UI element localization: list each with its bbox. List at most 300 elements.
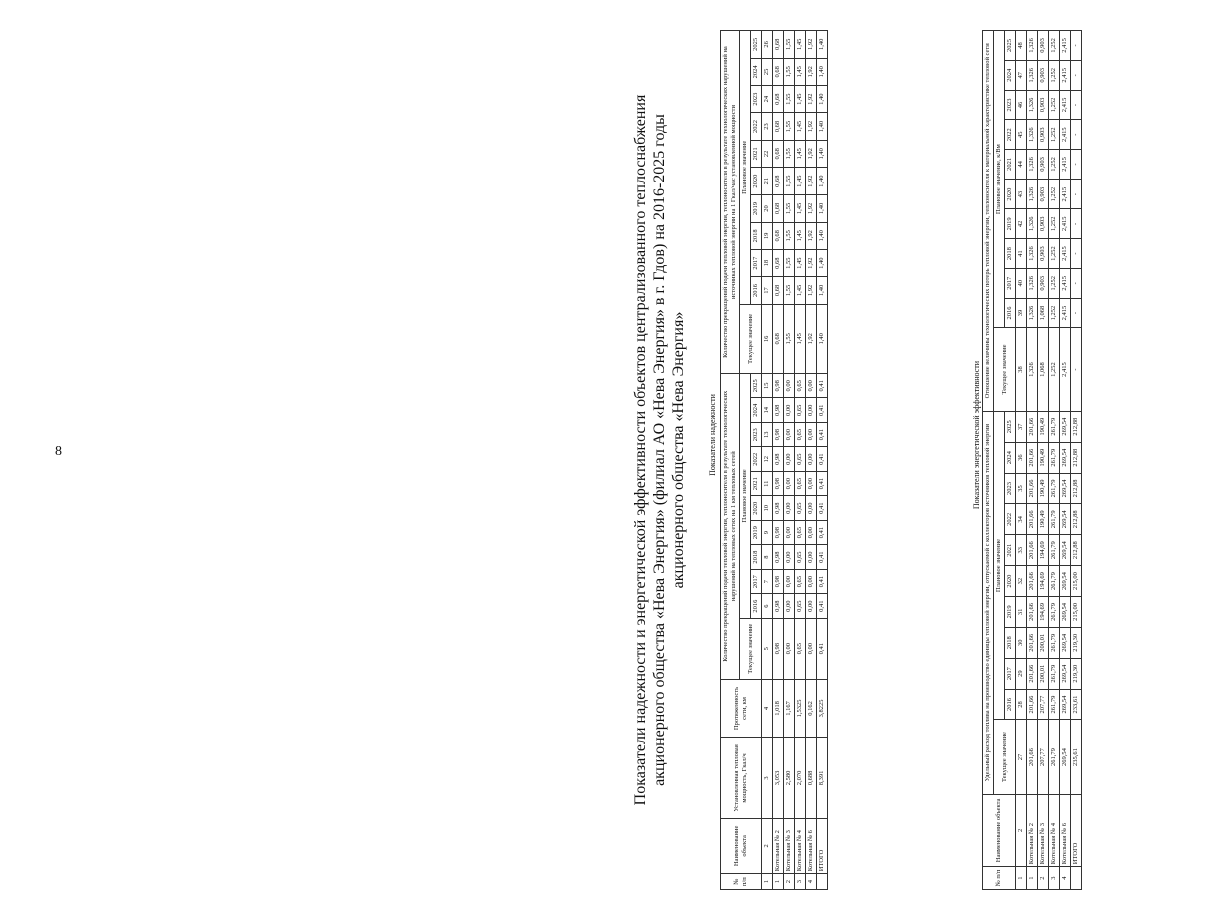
row-value-source: 1,40 — [817, 113, 828, 140]
column-number: 28 — [1016, 689, 1027, 720]
row-value: 0,00 — [806, 398, 817, 422]
row-value-source: 1,40 — [817, 249, 828, 276]
row-number — [817, 874, 828, 890]
column-number: 46 — [1016, 90, 1027, 120]
row-value-losses: 0,903 — [1038, 239, 1049, 269]
column-number: 37 — [1016, 411, 1027, 442]
header-row — [994, 31, 1005, 890]
row-value-source: 1,55 — [784, 195, 795, 222]
row-value: 215,00 — [1071, 566, 1082, 597]
row-value: 269,54 — [1060, 566, 1071, 597]
row-value-losses: - — [1071, 150, 1082, 180]
row-name: ИТОГО — [817, 818, 828, 874]
row-number: 4 — [1060, 867, 1071, 890]
row-value: 0,98 — [773, 545, 784, 569]
row-value: 0,98 — [773, 447, 784, 471]
row-value: 194,69 — [1038, 535, 1049, 566]
row-value-losses: 1,326 — [1027, 60, 1038, 90]
row-value: 0,00 — [784, 569, 795, 593]
column-number: 43 — [1016, 179, 1027, 209]
row-name: Котельная № 4 — [1049, 794, 1060, 867]
year-header: 2020 — [1005, 566, 1016, 597]
row-value: 0,00 — [784, 422, 795, 446]
row-value-losses: - — [1071, 268, 1082, 298]
row-number — [1071, 867, 1082, 890]
row-length: 3,8225 — [817, 679, 828, 738]
row-value-source: 1,45 — [795, 31, 806, 59]
row-value: 0,00 — [784, 374, 795, 399]
row-value: 261,79 — [1049, 411, 1060, 442]
section-title-efficiency: Показатели энергетической эффективности — [972, 360, 981, 510]
row-value: 190,49 — [1038, 411, 1049, 442]
row-value-losses: 2,415 — [1060, 60, 1071, 90]
header-plan: Плановое значение — [740, 374, 751, 619]
row-value-losses: - — [1071, 31, 1082, 61]
row-current: 207,77 — [1038, 720, 1049, 794]
header-plan: Плановое значение — [994, 411, 1005, 720]
year-header: 2019 — [1005, 209, 1016, 239]
row-value-source: 1,55 — [784, 277, 795, 304]
header-group-losses: Отношение величины технологических потерь тепловой энергии, теплоносителя к материальной характеристике тепловой сети — [983, 31, 994, 412]
efficiency-table — [982, 30, 1082, 890]
column-number: 17 — [762, 277, 773, 304]
row-value: 0,65 — [795, 594, 806, 618]
row-power: 8,391 — [817, 738, 828, 818]
row-value: 0,00 — [806, 374, 817, 399]
table-row — [817, 31, 828, 890]
year-header: 2023 — [1005, 90, 1016, 120]
row-value: 0,65 — [795, 520, 806, 544]
header-group-network: Количество прекращений подачи тепловой энергии, теплоносителя в результате технологических нарушений на тепловых сетях на 1 км тепловых сетей — [721, 374, 740, 680]
row-value: 190,49 — [1038, 504, 1049, 535]
column-number: 39 — [1016, 298, 1027, 328]
row-value-losses: 1,252 — [1049, 60, 1060, 90]
row-value-losses: 2,415 — [1060, 298, 1071, 328]
row-value-source: 1,92 — [806, 167, 817, 194]
row-value: 200,01 — [1038, 658, 1049, 689]
year-header: 2022 — [1005, 504, 1016, 535]
row-value: 215,00 — [1071, 596, 1082, 627]
row-value-source: 1,92 — [806, 58, 817, 85]
row-value-source: 0,68 — [773, 86, 784, 113]
year-header: 2016 — [1005, 689, 1016, 720]
year-header: 2023 — [1005, 473, 1016, 504]
header-group-source: Количество прекращений подачи тепловой энергии, теплоносителя в результате технологических нарушений на источниках тепловой энергии на 1 Гкал/час установленной мощности — [721, 31, 740, 374]
row-value-source: 1,92 — [806, 140, 817, 167]
row-value-losses: 1,326 — [1027, 298, 1038, 328]
row-current: 261,79 — [1049, 720, 1060, 794]
row-value-losses: 0,903 — [1038, 31, 1049, 61]
column-number: 13 — [762, 422, 773, 446]
row-value-losses: 2,415 — [1060, 120, 1071, 150]
row-value: 0,98 — [773, 471, 784, 495]
year-header: 2023 — [751, 86, 762, 113]
row-value: 201,66 — [1027, 627, 1038, 658]
column-number: 1 — [1016, 867, 1027, 890]
row-value: 0,41 — [817, 520, 828, 544]
row-value: 0,65 — [795, 447, 806, 471]
column-number: 47 — [1016, 60, 1027, 90]
column-number: 30 — [1016, 627, 1027, 658]
year-header: 2018 — [1005, 239, 1016, 269]
row-current-source: 0,68 — [773, 304, 784, 373]
column-number: 20 — [762, 195, 773, 222]
column-numbers-row — [1016, 31, 1027, 890]
header-length: Протяженность сети, км — [721, 679, 762, 738]
row-value: 269,54 — [1060, 658, 1071, 689]
year-header: 2025 — [751, 374, 762, 399]
row-value-losses: 0,903 — [1038, 60, 1049, 90]
row-value-source: 1,45 — [795, 140, 806, 167]
table-row — [806, 31, 817, 890]
row-value-source: 1,45 — [795, 195, 806, 222]
row-value: 0,41 — [817, 569, 828, 593]
row-value: 0,00 — [806, 569, 817, 593]
row-value: 212,88 — [1071, 442, 1082, 473]
row-value-source: 1,92 — [806, 249, 817, 276]
row-value-source: 1,40 — [817, 58, 828, 85]
row-value: 201,66 — [1027, 504, 1038, 535]
row-value-source: 0,68 — [773, 31, 784, 59]
year-header: 2021 — [1005, 535, 1016, 566]
column-number: 38 — [1016, 328, 1027, 411]
row-value-losses: 1,326 — [1027, 179, 1038, 209]
row-value-losses: - — [1071, 239, 1082, 269]
year-header: 2023 — [751, 422, 762, 446]
row-power: 2,580 — [784, 738, 795, 818]
column-number: 9 — [762, 520, 773, 544]
column-number: 11 — [762, 471, 773, 495]
row-number: 1 — [1027, 867, 1038, 890]
row-value: 194,69 — [1038, 596, 1049, 627]
column-number: 3 — [762, 738, 773, 818]
row-value-source: 1,55 — [784, 140, 795, 167]
row-value-source: 1,55 — [784, 58, 795, 85]
row-value: 261,79 — [1049, 442, 1060, 473]
row-value-source: 1,40 — [817, 222, 828, 249]
year-header: 2018 — [1005, 627, 1016, 658]
row-value: 0,41 — [817, 447, 828, 471]
row-value: 201,66 — [1027, 596, 1038, 627]
table-row — [784, 31, 795, 890]
row-value-losses: 1,252 — [1049, 150, 1060, 180]
row-name: Котельная № 2 — [1027, 794, 1038, 867]
row-value-losses: 1,326 — [1027, 209, 1038, 239]
row-value-source: 1,92 — [806, 113, 817, 140]
row-number: 4 — [806, 874, 817, 890]
row-value: 269,54 — [1060, 689, 1071, 720]
row-value-source: 1,45 — [795, 277, 806, 304]
row-value: 0,00 — [784, 398, 795, 422]
row-value: 0,65 — [795, 398, 806, 422]
year-header: 2020 — [751, 496, 762, 520]
column-number: 7 — [762, 569, 773, 593]
row-value: 0,00 — [784, 520, 795, 544]
row-current-losses: 2,415 — [1060, 328, 1071, 411]
row-name: Котельная № 3 — [784, 818, 795, 874]
column-number: 41 — [1016, 239, 1027, 269]
row-value: 0,98 — [773, 520, 784, 544]
row-value: 269,54 — [1060, 535, 1071, 566]
row-value: 201,66 — [1027, 658, 1038, 689]
row-value-losses: 2,415 — [1060, 179, 1071, 209]
year-header: 2021 — [1005, 150, 1016, 180]
row-value-losses: 1,068 — [1038, 298, 1049, 328]
column-number: 29 — [1016, 658, 1027, 689]
row-value-source: 1,55 — [784, 167, 795, 194]
row-value-source: 0,68 — [773, 195, 784, 222]
column-number: 4 — [762, 679, 773, 738]
row-number: 3 — [795, 874, 806, 890]
row-number: 2 — [1038, 867, 1049, 890]
row-current-losses: 1,326 — [1027, 328, 1038, 411]
document-title-line-2: акционерного общества «Нева Энергия» (филиал АО «Нева Энергия» в г. Гдов) на 2016-2025 годы — [651, 114, 668, 786]
row-value: 0,00 — [806, 594, 817, 618]
row-value: 261,79 — [1049, 627, 1060, 658]
row-current: 235,61 — [1071, 720, 1082, 794]
row-value: 261,79 — [1049, 689, 1060, 720]
row-length: 1,167 — [784, 679, 795, 738]
row-value: 0,00 — [784, 545, 795, 569]
row-value: 269,54 — [1060, 504, 1071, 535]
document-title-line-1: Показатели надежности и энергетической эффективности объектов централизованного теплоснабжения — [632, 94, 649, 806]
row-value: 0,65 — [795, 545, 806, 569]
row-value: 201,66 — [1027, 442, 1038, 473]
row-value: 0,41 — [817, 594, 828, 618]
column-number: 42 — [1016, 209, 1027, 239]
column-number: 31 — [1016, 596, 1027, 627]
row-value: 269,54 — [1060, 596, 1071, 627]
row-number: 3 — [1049, 867, 1060, 890]
row-value: 0,65 — [795, 374, 806, 399]
column-number: 19 — [762, 222, 773, 249]
row-value-losses: 2,415 — [1060, 150, 1071, 180]
row-name: Котельная № 6 — [1060, 794, 1071, 867]
row-power: 0,688 — [806, 738, 817, 818]
row-current: 201,66 — [1027, 720, 1038, 794]
row-value: 201,66 — [1027, 535, 1038, 566]
row-value: 0,00 — [806, 520, 817, 544]
row-name: Котельная № 3 — [1038, 794, 1049, 867]
row-current-source: 1,45 — [795, 304, 806, 373]
row-value: 261,79 — [1049, 473, 1060, 504]
column-number: 2 — [762, 818, 773, 874]
row-value-losses: 0,903 — [1038, 90, 1049, 120]
row-value-losses: 0,903 — [1038, 209, 1049, 239]
row-value: 269,54 — [1060, 473, 1071, 504]
column-number: 18 — [762, 249, 773, 276]
header-current: Текущее значение — [740, 304, 762, 373]
column-number: 26 — [762, 31, 773, 59]
year-header: 2025 — [1005, 411, 1016, 442]
column-number: 5 — [762, 618, 773, 679]
year-header: 2024 — [1005, 60, 1016, 90]
column-number: 36 — [1016, 442, 1027, 473]
row-value: 0,98 — [773, 374, 784, 399]
column-number: 15 — [762, 374, 773, 399]
row-value: 0,00 — [784, 496, 795, 520]
row-value-losses: 1,252 — [1049, 268, 1060, 298]
row-value: 0,41 — [817, 496, 828, 520]
column-number: 2 — [1016, 794, 1027, 867]
row-value: 219,30 — [1071, 658, 1082, 689]
row-name: Котельная № 2 — [773, 818, 784, 874]
year-header: 2024 — [751, 398, 762, 422]
year-header: 2022 — [751, 447, 762, 471]
column-number: 35 — [1016, 473, 1027, 504]
header-row — [983, 31, 994, 890]
row-value: 0,98 — [773, 422, 784, 446]
column-number: 48 — [1016, 31, 1027, 61]
year-header: 2017 — [751, 249, 762, 276]
year-header: 2018 — [751, 222, 762, 249]
row-value-source: 0,68 — [773, 58, 784, 85]
year-header: 2019 — [751, 195, 762, 222]
header-current: Текущее значение — [740, 618, 762, 679]
year-header: 2020 — [1005, 179, 1016, 209]
column-number: 27 — [1016, 720, 1027, 794]
row-value: 0,00 — [806, 496, 817, 520]
column-number: 21 — [762, 167, 773, 194]
row-value-losses: 1,326 — [1027, 31, 1038, 61]
column-numbers-row — [762, 31, 773, 890]
column-number: 44 — [1016, 150, 1027, 180]
row-value-losses: 1,326 — [1027, 268, 1038, 298]
row-value: 0,00 — [806, 447, 817, 471]
row-value-source: 1,45 — [795, 58, 806, 85]
row-value-source: 0,68 — [773, 167, 784, 194]
table-row — [1060, 31, 1071, 890]
column-number: 1 — [762, 874, 773, 890]
column-number: 40 — [1016, 268, 1027, 298]
rotated-page — [620, 0, 1220, 905]
row-value: 219,30 — [1071, 627, 1082, 658]
row-length: 1,018 — [773, 679, 784, 738]
column-number: 34 — [1016, 504, 1027, 535]
header-num: № п/п — [983, 867, 1016, 890]
row-value: 261,79 — [1049, 535, 1060, 566]
row-value-losses: 2,415 — [1060, 31, 1071, 61]
row-value-source: 1,92 — [806, 86, 817, 113]
row-number: 2 — [784, 874, 795, 890]
row-value-source: 1,45 — [795, 222, 806, 249]
row-value: 261,79 — [1049, 566, 1060, 597]
year-header: 2017 — [751, 569, 762, 593]
year-header: 2019 — [751, 520, 762, 544]
row-value-source: 0,68 — [773, 140, 784, 167]
row-value-losses: 1,326 — [1027, 90, 1038, 120]
row-current: 269,54 — [1060, 720, 1071, 794]
header-num: № п/п — [721, 874, 762, 890]
year-header: 2018 — [751, 545, 762, 569]
row-value: 0,98 — [773, 594, 784, 618]
row-value-losses: - — [1071, 90, 1082, 120]
row-value-source: 1,40 — [817, 31, 828, 59]
table-row — [795, 31, 806, 890]
year-header: 2019 — [1005, 596, 1016, 627]
row-current-source: 1,92 — [806, 304, 817, 373]
row-value: 269,54 — [1060, 442, 1071, 473]
year-header: 2022 — [751, 113, 762, 140]
header-current: Текущее значение — [994, 720, 1016, 794]
row-value: 212,88 — [1071, 504, 1082, 535]
row-value: 0,00 — [806, 545, 817, 569]
table-row — [773, 31, 784, 890]
row-value-losses: 0,903 — [1038, 150, 1049, 180]
row-power: 3,053 — [773, 738, 784, 818]
header-current: Текущее значение — [994, 328, 1016, 411]
row-value-losses: 1,252 — [1049, 90, 1060, 120]
row-value: 194,69 — [1038, 566, 1049, 597]
row-current-losses: 1,068 — [1038, 328, 1049, 411]
year-header: 2024 — [1005, 442, 1016, 473]
row-value-losses: 2,415 — [1060, 90, 1071, 120]
row-value: 0,00 — [806, 422, 817, 446]
year-header: 2016 — [751, 594, 762, 618]
column-number: 24 — [762, 86, 773, 113]
row-value: 0,41 — [817, 374, 828, 399]
row-current-source: 1,40 — [817, 304, 828, 373]
row-name: Котельная № 6 — [806, 818, 817, 874]
row-value: 269,54 — [1060, 411, 1071, 442]
row-value: 269,54 — [1060, 627, 1071, 658]
row-value: 200,01 — [1038, 627, 1049, 658]
row-value: 261,79 — [1049, 596, 1060, 627]
row-value-losses: 0,903 — [1038, 120, 1049, 150]
row-current: 0,41 — [817, 618, 828, 679]
row-value-losses: 1,252 — [1049, 120, 1060, 150]
row-value: 233,61 — [1071, 689, 1082, 720]
row-value: 0,00 — [784, 447, 795, 471]
header-group-fuel: Удельный расход топлива на производство единицы тепловой энергии, отпускаемой с коллекторов источников тепловой энергии — [983, 411, 994, 794]
row-value-losses: 1,252 — [1049, 298, 1060, 328]
row-value: 201,66 — [1027, 473, 1038, 504]
row-value: 0,65 — [795, 422, 806, 446]
row-value-source: 1,40 — [817, 140, 828, 167]
row-value-source: 0,68 — [773, 113, 784, 140]
row-length: 1,5325 — [795, 679, 806, 738]
year-header: 2021 — [751, 140, 762, 167]
header-plan-unit: Плановое значение, к/Вм — [994, 31, 1005, 328]
row-value-losses: - — [1071, 120, 1082, 150]
document-title-line-3: акционерного общества «Нева Энергия» — [670, 311, 687, 589]
row-value-source: 1,40 — [817, 86, 828, 113]
header-row — [721, 31, 740, 890]
row-power: 2,070 — [795, 738, 806, 818]
row-value: 0,00 — [784, 594, 795, 618]
header-plan: Плановое значение — [740, 31, 751, 305]
row-value-losses: 2,415 — [1060, 209, 1071, 239]
row-value: 0,00 — [784, 471, 795, 495]
row-value-source: 1,92 — [806, 195, 817, 222]
column-number: 23 — [762, 113, 773, 140]
year-header: 2016 — [1005, 298, 1016, 328]
row-current-losses: - — [1071, 328, 1082, 411]
year-header: 2024 — [751, 58, 762, 85]
row-value-losses: 2,415 — [1060, 239, 1071, 269]
row-value-source: 0,68 — [773, 277, 784, 304]
row-value-losses: 1,252 — [1049, 209, 1060, 239]
year-header: 2016 — [751, 277, 762, 304]
column-number: 25 — [762, 58, 773, 85]
row-current: 0,00 — [784, 618, 795, 679]
column-number: 16 — [762, 304, 773, 373]
year-header: 2025 — [1005, 31, 1016, 61]
row-length: 0,162 — [806, 679, 817, 738]
column-number: 32 — [1016, 566, 1027, 597]
row-value-source: 1,45 — [795, 249, 806, 276]
row-value-losses: - — [1071, 298, 1082, 328]
